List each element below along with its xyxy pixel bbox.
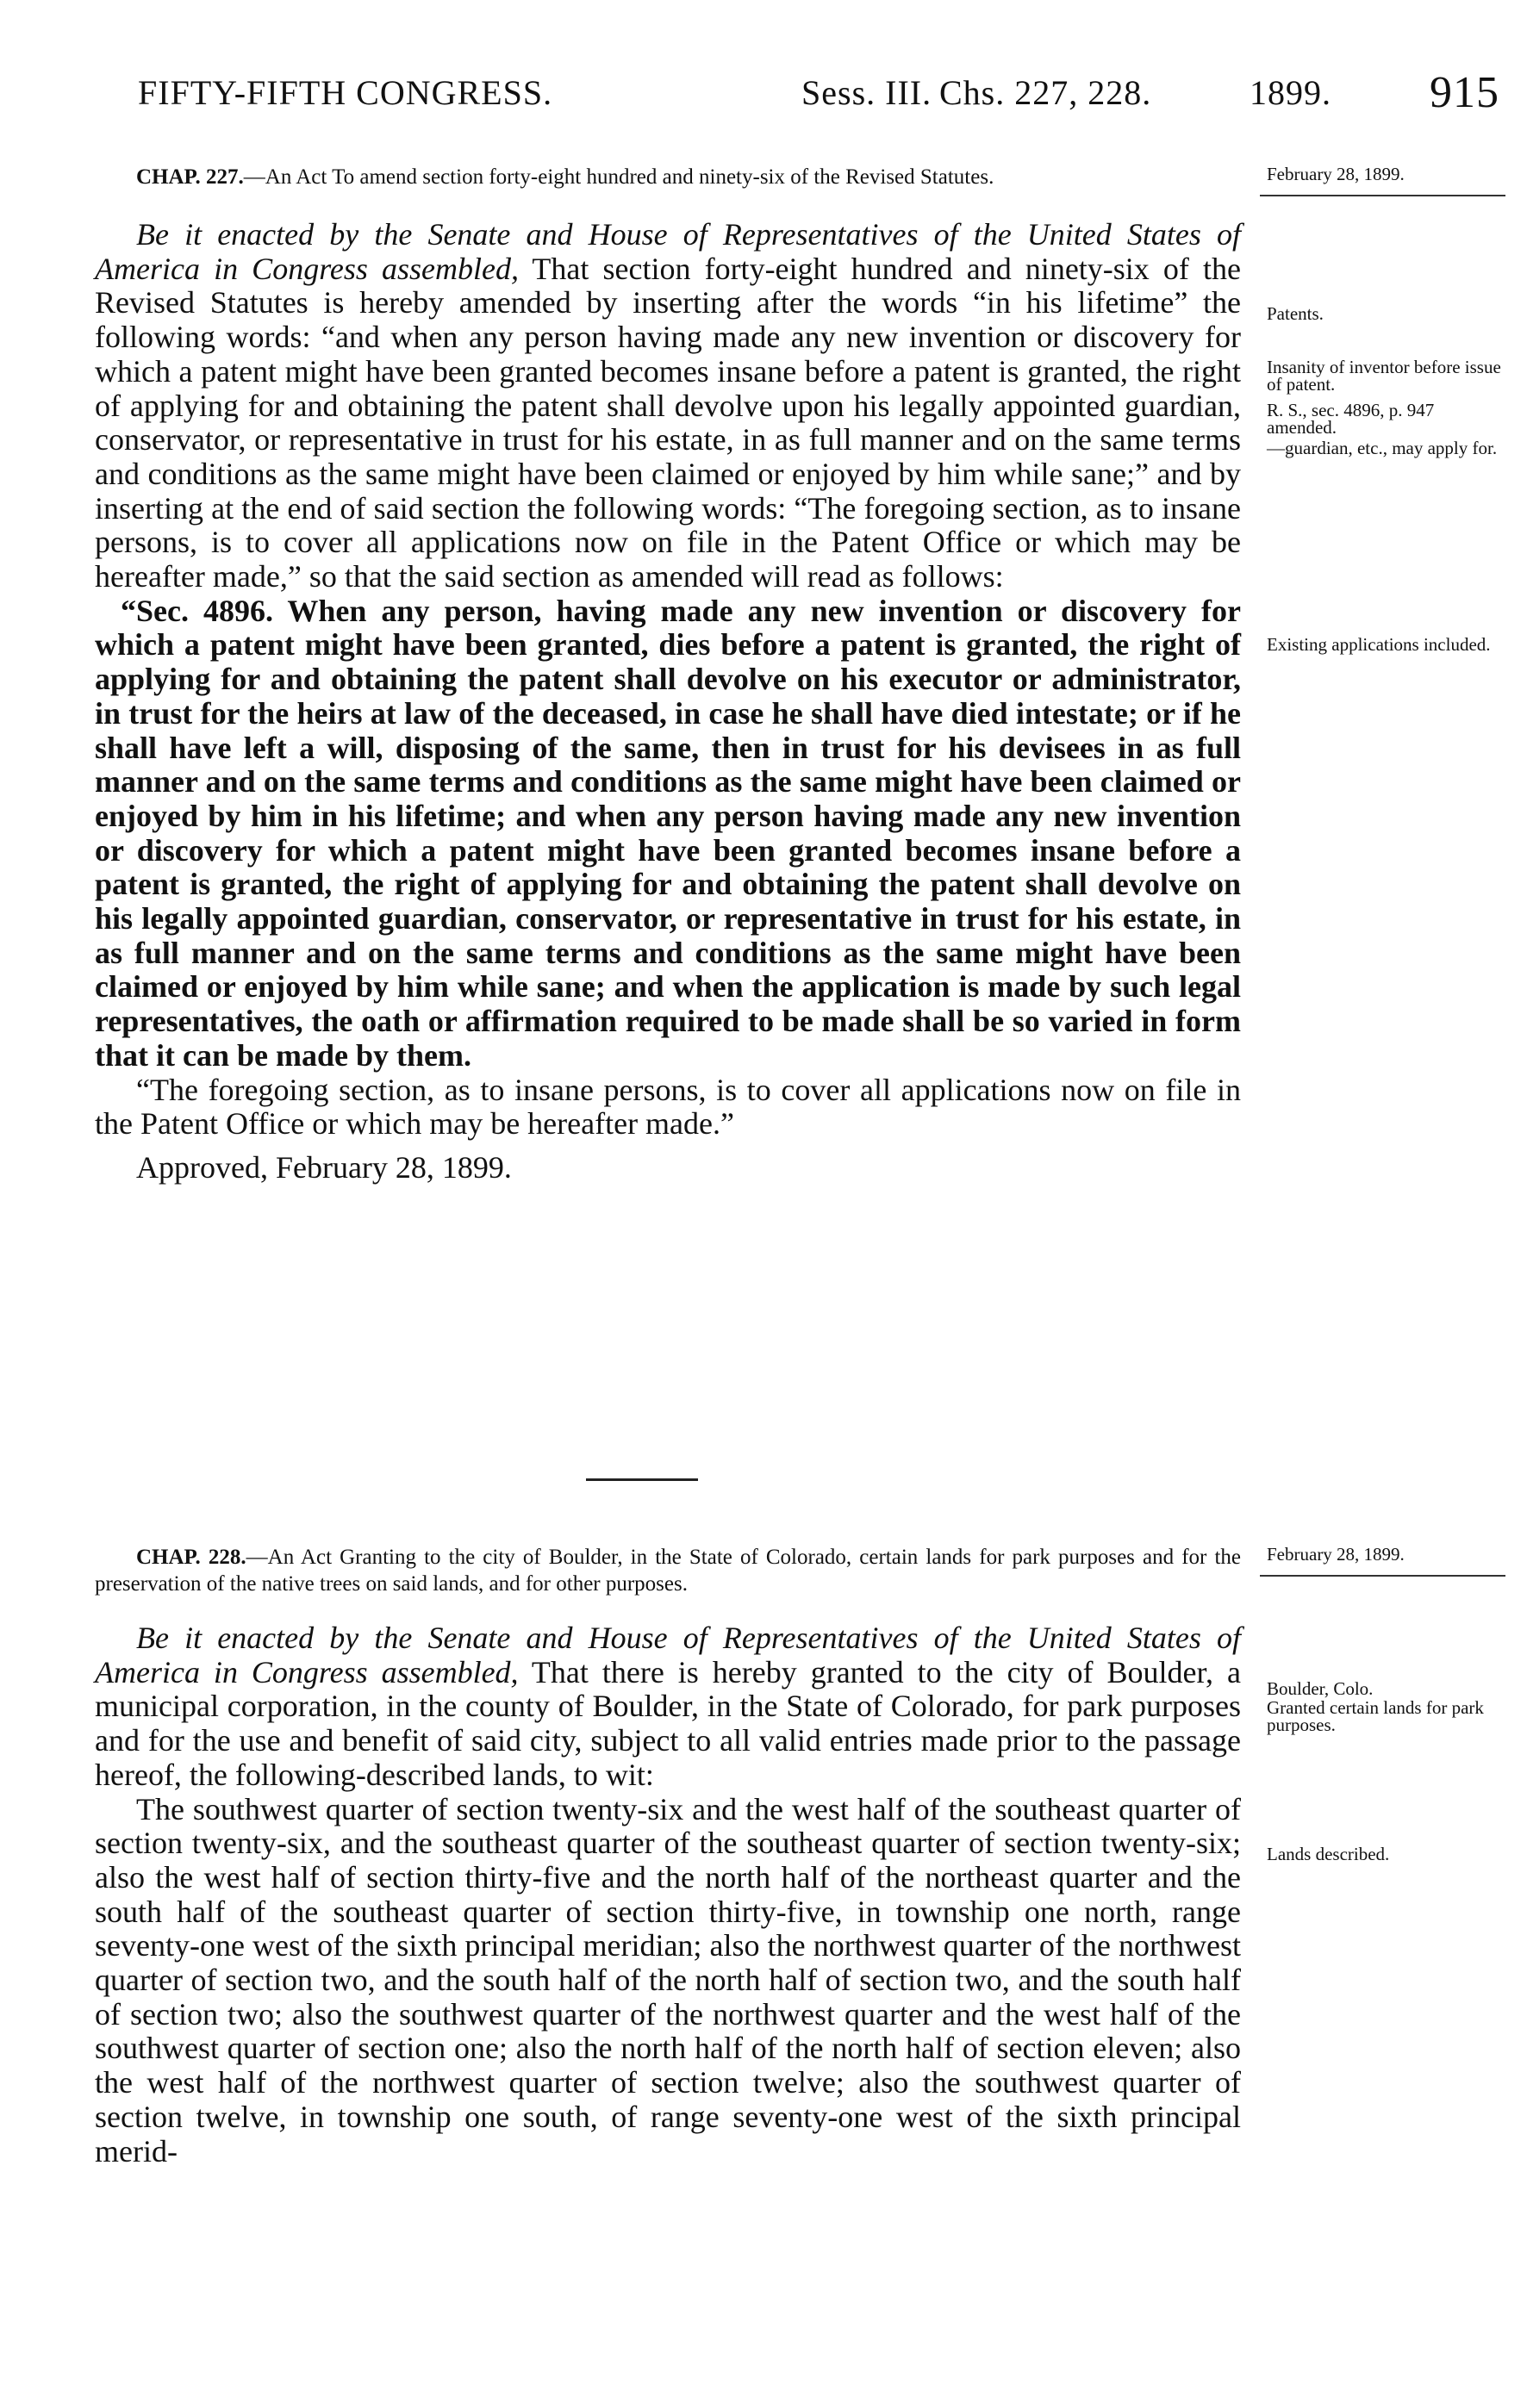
chapter-227-caption-text: —An Act To amend section forty-eight hundred and ninety-six of the Revised Statutes. <box>243 165 994 189</box>
approval-line: Approved, February 28, 1899. <box>136 1149 512 1185</box>
section-4896-label: “Sec. 4896. <box>121 593 273 628</box>
chapter-227 <box>95 164 1241 1185</box>
year-label: 1899. <box>1250 73 1331 112</box>
chapter-228 <box>95 1544 1241 2168</box>
note-rs-reference: R. S., sec. 4896, p. 947 amended. <box>1267 400 1435 438</box>
chapter-227-body: That section forty-eight hundred and ninety-six of the Revised Statutes is hereby amended by inserting after the words “in his lifetime” the following words: “and when any person having made any new invention or discovery for which a patent might have been granted becomes insane before a patent is granted, the right of applying for and obtaining the patent shall devolve upon his legally appointed guardian, conservator, or representative in trust for his estate, in as full manner and on the same terms and conditions as the same might have been claimed or enjoyed by him while sane;” and by inserting at the end of said section the following words: “The foregoing section, as to insane persons, is to cover all applications now on file in the Patent Office or which may be hereafter made,” so that the said section as amended will read as follows: <box>95 251 1241 594</box>
note-granted-lands: Granted certain lands for park purposes. <box>1267 1697 1484 1735</box>
chapter-228-label: CHAP. 228. <box>136 1546 246 1569</box>
note-insanity: Insanity of inventor before issue of patent. <box>1267 357 1501 395</box>
lands-description: The southwest quarter of section twenty-six and the west half of the southeast quarter of section twenty-six, and the southeast quarter of the southeast quarter of section twenty-six; also the west half of section thirty-five and the north half of the northeast quarter and the south half of the southeast quarter of section thirty-five, in township one north, range seventy-one west of the sixth principal meridian; also the northwest quarter of the northwest quarter of section two, and the south half of the north half of section two, and the south half of section two; also the southwest quarter of the northwest quarter and the west half of the southwest quarter of section one; also the north half of the north half of section eleven; also the west half of the northwest quarter of section twelve; also the southwest quarter of section twelve, in township one south, of range seventy-one west of the sixth principal merid- <box>95 1791 1241 2168</box>
note-lands-described: Lands described. <box>1267 1844 1390 1864</box>
chapter-228-enacting-clause: Be it enacted by the Senate and House of Representatives of the United States of America in Congress assembled, <box>95 1621 1241 1689</box>
chapter-227-date: February 28, 1899. <box>1267 164 1405 184</box>
chapter-228-caption-text: —An Act Granting to the city of Boulder, in the State of Colorado, certain lands for park purposes and for the preservation of the native trees on said lands, and for other purposes. <box>95 1546 1242 1596</box>
chapter-228-enactment <box>95 1621 1241 1793</box>
chapter-228-date: February 28, 1899. <box>1267 1544 1405 1565</box>
note-guardian: —guardian, etc., may apply for. <box>1267 438 1498 458</box>
chapter-divider <box>586 1478 698 1481</box>
chapter-227-label: CHAP. 227. <box>136 165 244 189</box>
note-existing-applications: Existing applications included. <box>1267 634 1491 655</box>
note-boulder: Boulder, Colo. <box>1267 1678 1374 1699</box>
foregoing-paragraph: “The foregoing section, as to insane persons, is to cover all applications now on file in the Patent Office or which may be hereafter made.” <box>95 1072 1241 1142</box>
chapter-227-caption <box>95 164 1241 190</box>
chapter-228-date-rule <box>1260 1575 1505 1577</box>
chapter-227-enacting-clause: Be it enacted by the Senate and House of Representatives of the United States of America in Congress assembled, <box>95 217 1241 286</box>
chapter-228-caption <box>95 1544 1241 1597</box>
chapter-228-body: That there is hereby granted to the city of Boulder, a municipal corporation, in the county of Boulder, in the State of Colorado, for park purposes and for the use and benefit of said city, subject to all valid entries made prior to the passage hereof, the following-described lands, to wit: <box>95 1654 1241 1792</box>
section-4896-text <box>95 594 1241 1073</box>
congress-title: FIFTY-FIFTH CONGRESS. <box>138 73 553 112</box>
running-head <box>138 68 1508 124</box>
chapters-label: Chs. 227, 228. <box>939 73 1152 112</box>
note-patents: Patents. <box>1267 303 1324 324</box>
page-number: 915 <box>1430 68 1499 117</box>
chapter-227-date-rule <box>1260 195 1505 196</box>
section-4896-body: When any person, having made any new invention or discovery for which a patent might have been granted, dies before a patent is granted, the right of applying for and obtaining the patent shall devolve on his executor or administrator, in trust for the heirs at law of the deceased, in case he shall have died intestate; or if he shall have left a will, disposing of the same, then in trust for his devisees in as full manner and on the same terms and conditions as the same might have been claimed or enjoyed by him in his lifetime; and when any person having made any new invention or discovery for which a patent might have been granted becomes insane before a patent is granted, the right of applying for and obtaining the patent shall devolve on his legally appointed guardian, conservator, or representative in trust for his estate, in as full manner and on the same terms and conditions as the same might have been claimed or enjoyed by him while sane; and when the application is made by such legal representatives, the oath or affirmation required to be made shall be so varied in form that it can be made by them. <box>95 593 1241 1073</box>
chapter-227-enactment <box>95 218 1241 594</box>
session-label: Sess. III. <box>801 73 932 112</box>
